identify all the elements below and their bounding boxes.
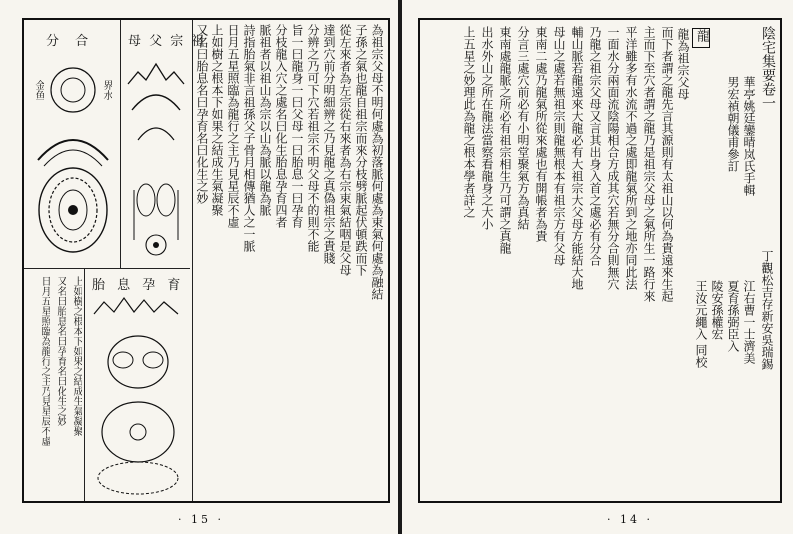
text-column: 上如樹之根本下如果之結成生氣凝聚 xyxy=(210,24,224,216)
text-column: 分枝龍入穴之處名曰化生胎息孕育四者 xyxy=(274,24,288,228)
panel-title-fenhe: 分 合 xyxy=(46,34,95,49)
text-column: 乃龍之祖宗父母又言其出身入首之處必有分合 xyxy=(588,26,602,266)
diagram-label: 界水 xyxy=(101,80,112,100)
author-line: 陵安孫權宏 xyxy=(710,280,724,340)
text-column: 分言三處穴前必有小明堂聚氣方為真結 xyxy=(516,26,530,230)
left-page-frame xyxy=(22,18,390,503)
text-column: 又名曰胎息名曰孕育名曰化生之妙 xyxy=(195,24,209,204)
text-column: 主而下至穴者謂之龍乃是祖宗父母之氣所生一路行來 xyxy=(642,26,656,302)
text-column: 從左來者為左宗從右來者為右宗束氣結咽是父母 xyxy=(338,24,352,276)
text-column: 出水外山之所在龍法當察看龍身之大小 xyxy=(480,26,494,230)
page-number: · 14 · xyxy=(607,513,653,526)
panel-title-taixi: 胎 息 孕 育 xyxy=(92,278,185,293)
text-column: 東南處龍脈之所必有祖宗相生乃可謂之真龍 xyxy=(498,26,512,254)
book-header: 陰宅集要卷一 xyxy=(760,26,776,110)
text-column: 一面水分兩面流陰陽相合方成其穴若無分合則無穴 xyxy=(606,26,620,290)
text-column: 為祖宗父母不明何處為初落脈何處為束氣何處為融結 xyxy=(370,24,384,300)
diagram-divider xyxy=(120,20,121,268)
text-column: 達到穴前分明細辨之乃見龍之真偽祖宗之貴賤 xyxy=(322,24,336,264)
section-subtitle: 龍為祖宗父母 xyxy=(676,28,690,100)
text-column: 東南二處乃龍氣所從來處也有開帳者為貴 xyxy=(534,26,548,242)
section-title: 龍 xyxy=(692,28,710,48)
author-line: 王汝元繩入 同校 xyxy=(694,280,708,368)
author-line: 丁觀松吉存新安吳瑞錫 xyxy=(760,250,774,370)
author-line: 夏育孫弼臣入 xyxy=(726,280,740,352)
right-page xyxy=(402,0,793,534)
diagram-label: 金鱼 xyxy=(33,80,44,100)
right-page-frame xyxy=(418,18,782,503)
text-column: 平洋雖多有水流不過之處即龍氣所到之地亦同此法 xyxy=(624,26,638,290)
text-column: 上五星之妙理此為龍之根本學者詳之 xyxy=(462,26,476,218)
text-column: 脈祖者以祖山為宗以山為脈以龍為脈 xyxy=(258,24,272,216)
text-column: 分辨之乃可下穴若祖宗不明父母不的則不能 xyxy=(306,24,320,252)
text-column: 子孫之氣也龍自祖宗而來分枝劈脈起伏頓跌而下 xyxy=(354,24,368,276)
author-line: 華亭姚廷鑾晴岚氏手輯 xyxy=(742,76,756,196)
text-column: 又名曰胎息名曰孕育名曰化生之妙 xyxy=(55,276,66,426)
text-column: 輔山脈若龍遠來大龍必有大祖宗大父母方能結大地 xyxy=(570,26,584,290)
text-column: 詩指胎氣非言祖孫父子骨月相傳猶人之一脈 xyxy=(242,24,256,252)
text-column: 而下者謂之龍先言其源則有太祖山以何為貴遠來生起 xyxy=(660,26,674,302)
panel-title-zuzong: 母 父 宗 祖 xyxy=(128,34,207,49)
author-line: 男宏禎朝儀甫參訂 xyxy=(726,76,740,172)
column-divider xyxy=(192,20,193,501)
page-number: · 15 · xyxy=(178,513,224,526)
diagram-row-divider xyxy=(24,268,190,269)
author-line: 江右曹一士濟美 xyxy=(742,280,756,364)
text-column: 日月五星照臨為龍行之主乃見星辰不虛 xyxy=(39,276,50,446)
taixi-diagram xyxy=(88,292,188,500)
text-column: 旨一曰龍身一曰父母一曰胎息一曰孕育 xyxy=(290,24,304,228)
lower-diagram-divider xyxy=(84,268,85,501)
text-column: 上如樹之根本下如果之結成生氣凝聚 xyxy=(71,276,82,436)
text-column: 母山之處若無祖宗則龍無根本有祖宗方有父母 xyxy=(552,26,566,266)
zuzong-diagram xyxy=(124,50,188,264)
text-column: 日月五星照臨為龍行之主乃見星辰不虛 xyxy=(226,24,240,228)
